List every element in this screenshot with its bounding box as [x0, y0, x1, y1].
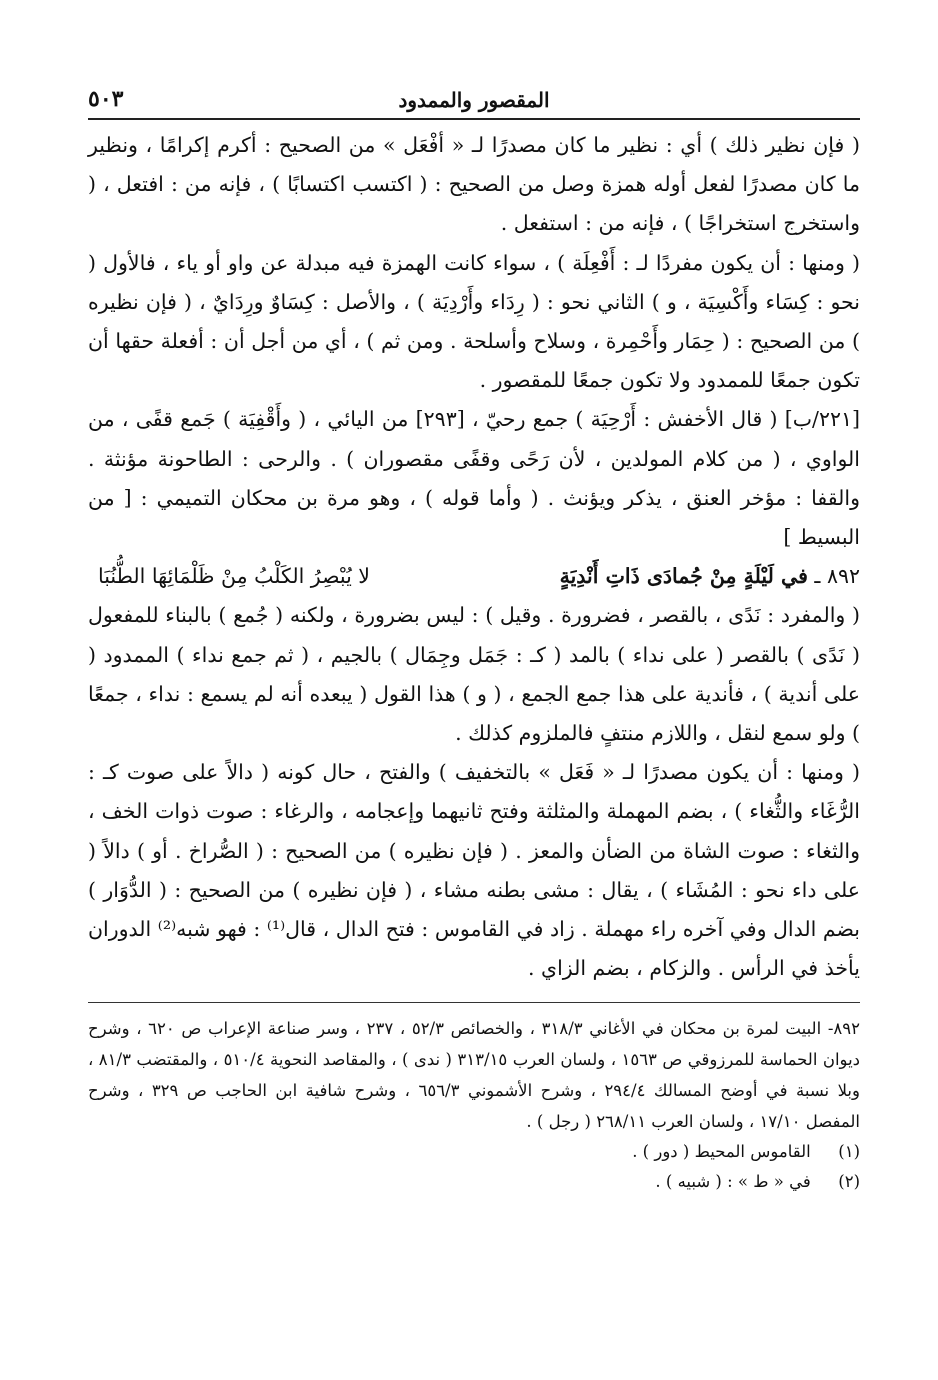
footnote-text: القاموس المحيط ( دور ) .	[632, 1142, 811, 1162]
running-header	[88, 78, 860, 120]
footnote-source: ٨٩٢- البيت لمرة بن محكان في الأغاني ٣١٨/٣ ، والخصائص ٥٢/٣ ، ٢٣٧ ، وسر صناعة الإعراب ص ٦٢٠ ، وشرح ديوان الحماسة للمرزوقي ص ١٥٦٣ ، ولسان العرب ٣١٣/١٥ ( ندى ) ، والمقاصد النحوية ٥١٠/٤ ، والمقتضب ٨١/٣ ، وبلا نسبة في أوضح المسالك ٢٩٤/٤ ، وشرح الأشموني ٦٥٦/٣ ، وشرح شافية ابن الحاجب ص ٣٢٩ ، وشرح المفصل ١٧/١٠ ، ولسان العرب ٢٦٨/١١ ( رجل ) .	[88, 1019, 861, 1132]
footnote-text: في « ط » : ( شبيه ) .	[655, 1172, 811, 1192]
book-page	[88, 78, 860, 1348]
footnote-number: (١)	[838, 1142, 860, 1162]
paragraph: [٢٢١/ب] ( قال الأخفش : أَرْحِيَة ) جمع رحيّ ، [٢٩٣] من اليائي ، ( وأَقْفِيَة ) جَمع قفًى ، من الواوي ، ( من كلام المولدين ، لأن رَحًى وقفًى مقصوران ) . والرحى : الطاحونة مؤنثة . والقفا : مؤخر العنق ، يذكر ويؤنث . ( وأما قوله ) ، وهو مرة بن محكان التميمي : [ من البسيط ]	[88, 407, 860, 550]
verse-first-hemistich: في لَيْلَةٍ مِنْ جُمادَى ذَاتِ أَنْدِيَةٍ	[559, 564, 808, 589]
paragraph: ( فإن نظير ذلك ) أي : نظير ما كان مصدرًا لـ « أفْعَل » من الصحيح : أكرم إكرامًا ، ونظير ما كان مصدرًا لفعل أوله همزة وصل من الصحيح : ( اكتسب اكتسابًا ) ، فإنه من : افتعل ، ( واستخرج استخراجًا ) ، فإنه من : استفعل .	[88, 133, 860, 236]
verse-second-hemistich: لا يُبْصِرُ الكَلْبُ مِنْ ظَلْمَائِهَا الطُّنُبَا	[98, 564, 370, 589]
chapter-title: المقصور والممدود	[398, 88, 550, 112]
paragraph: ( ومنها : أن يكون مصدرًا لـ « فَعَل » بالتخفيف ) والفتح ، حال كونه ( دالاً على صوت كـ : الرُّغَاء والثُّغاء ) ، بضم المهملة والمثلثة وفتح ثانيهما وإعجامه ، والرغاء : صوت ذوات الخف ، والثغاء : صوت الشاة من الضأن والمعز . ( فإن نظيره ) من الصحيح : ( الصُّراخ . أو ) دالاً ( على داء نحو : المُشَاء ) ، يقال : مشى بطنه مشاء ، ( فإن نظيره ) من الصحيح : ( الدُّوَار ) بضم الدال وفي آخره راء مهملة . زاد في القاموس : فتح الدال ، قال⁽¹⁾ : فهو شبه⁽²⁾ الدوران يأخذ في الرأس . والزكام ، بضم الزاي .	[88, 760, 861, 981]
footnotes	[88, 1013, 860, 1197]
page-number: ٥٠٣	[88, 86, 124, 112]
paragraph: ( ومنها : أن يكون مفردًا لـ : أَفْعِلَة ) ، سواء كانت الهمزة فيه مبدلة عن واو أو ياء ، فالأول ( نحو : كِسَاء وأَكْسِيَة ، و ) الثاني نحو : ( رِدَاء وأَرْدِيَة ) ، والأصل : كِسَاوٌ ورِدَايٌ ، ( فإن نظيره ) من الصحيح : ( حِمَار وأَحْمِرة ، وسلاح وأسلحة . ومن ثم ) ، أي من أجل أن : أفعلة حقها أن تكون جمعًا للممدود ولا تكون جمعًا للمقصور .	[88, 250, 860, 393]
footnote-item	[88, 1167, 860, 1197]
footnote-item	[88, 1137, 860, 1167]
verse-number: ٨٩٢ ـ	[814, 564, 860, 589]
poetry-verse	[88, 557, 860, 596]
paragraph: ( والمفرد : نَدًى ، بالقصر ، فضرورة . وقيل ) : ليس بضرورة ، ولكنه ( جُمع ) بالبناء للمفعول ( نَدًى ) بالقصر ( على نداء ) بالمد ( كـ : جَمَل وجِمَال ) بالجيم ، ( ثم جمع نداء ) الممدود ( على أندية ) ، فأندية على هذا جمع الجمع ، ( و ) هذا القول ( يبعده أنه لم يسمع : نداء ، جمعًا ) ولو سمع لنقل ، واللازم منتفٍ فالملزوم كذلك .	[88, 603, 860, 746]
main-text	[88, 126, 860, 988]
footnote-number: (٢)	[838, 1172, 860, 1192]
footnote-divider	[88, 1002, 860, 1003]
